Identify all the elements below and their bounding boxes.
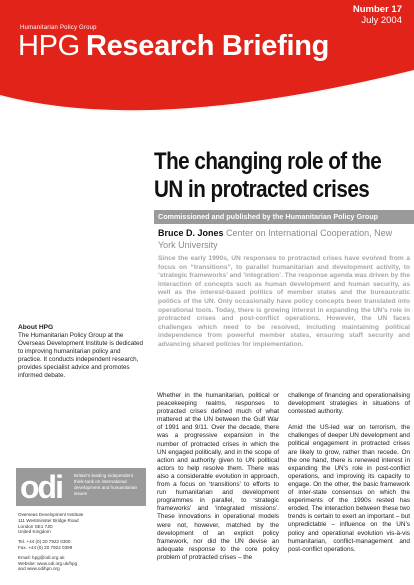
odi-phone-line: Fax. +44 (0) 20 7922 0399 (18, 544, 73, 550)
odi-phone-line: Tel. +44 (0) 20 7922 0300 (18, 539, 71, 545)
issue-number: Number 17 (352, 4, 402, 15)
issue-info (353, 4, 402, 26)
author-affiliation: Center on International Cooperation, New York University (158, 228, 393, 250)
body-column-right (288, 392, 410, 554)
about-text: The Humanitarian Policy Group at the Overseas Development Institute is dedicated to improving humanitarian policy and practice. It conducts independent research, provides specialist advice and promotes informed debate. (18, 332, 143, 379)
body-paragraph: challenge of financing and operationalising development strategies in situations of contested authority. (288, 392, 410, 416)
odi-logo-box (16, 468, 146, 506)
commission-bar: Commissioned and published by the Humanitarian Policy Group (154, 210, 414, 224)
odi-address-line: 111 Westminster Bridge Road (18, 517, 79, 523)
about-hpg (18, 324, 146, 380)
brand-hpg: HPG (18, 30, 80, 62)
brand-title (18, 30, 329, 63)
author-name: Bruce D. Jones (158, 228, 224, 238)
page-title-line2: UN in protracted crises (154, 176, 370, 203)
odi-web-line[interactable]: and www.odihpn.org (18, 566, 60, 572)
header-band (0, 0, 414, 125)
odi-web-line[interactable]: Website: www.odi.org.uk/hpg (18, 560, 78, 566)
about-title: About HPG (18, 324, 54, 331)
body-column-left (157, 392, 279, 562)
odi-logo: odi (20, 469, 62, 505)
page-title-line1: The changing role of the (154, 148, 382, 175)
publisher-small: Humanitarian Policy Group (20, 25, 97, 31)
abstract: Since the early 1990s, UN responses to protracted crises have evolved from a focus on “transitions”, to parallel humanitarian and development activity, to ‘strategic frameworks’ and ‘integration’. The response agenda was driven by the interaction of concepts such as human development and human security, as well as the interest-based politics of member states and the bureaucratic politics of the UN. Only occasionally have policy concepts been translated into operational tools. Today, there is growing interest in expanding the UN’s role in protracted crises and post-conflict operations. However, the UN faces challenges which need to be resolved, including maintaining political independence from powerful member states, ensuring staff security and advancing shared policies for implementation. (158, 255, 410, 348)
author-block (158, 228, 412, 251)
body-paragraph: Amid the US-led war on terrorism, the challenges of deeper UN development and political engagement in protracted crises are likely to grow, rather than recede. On the one hand, there is renewed interest in expanding the UN’s role in post-conflict operations, and improving its capacity to engage. On the other, the basic framework of inter-state consensus on which the experiments of the 1990s rested has eroded. The interaction between these two trends is certain to exert an important – but unpredictable – influence on the UN’s policy and operational evolution vis-à-vis humanitarian, conflict-management and post-conflict operations. (288, 424, 410, 553)
odi-address-line: Overseas Development Institute (18, 512, 84, 517)
odi-address-line: United Kingdom (18, 529, 51, 535)
issue-date: July 2004 (361, 15, 402, 26)
brand-research-briefing: Research Briefing (85, 30, 330, 62)
body-paragraph: Whether in the humanitarian, political or peacekeeping realms, responses to protracted crises defined much of what mattered at the UN between the Gulf War of 1991 and 9/11. Over the decade, there was a progressive expansion in the number of protracted crises in which the UN engaged politically, and in the scope of action and authority given to UN political actors to help resolve them. There was also a considerable evolution in approach, from a focus on ‘transitions’ to efforts to run humanitarian and development programmes in parallel, to ‘strategic frameworks’ and ‘integrated missions’. These innovations in operational models were not, however, matched by the development of an explicit policy framework, nor did the UN devise an adequate response to the core policy problem of protracted crises – the (157, 392, 279, 561)
page-title (154, 148, 382, 204)
odi-contact (18, 512, 146, 572)
odi-tagline: Britain’s leading independent think-tank on international development and humanitarian issues (74, 473, 138, 496)
odi-address-line: London SE1 7JD (18, 523, 53, 529)
odi-web-line[interactable]: Email: hpg@odi.org.uk (18, 554, 65, 560)
